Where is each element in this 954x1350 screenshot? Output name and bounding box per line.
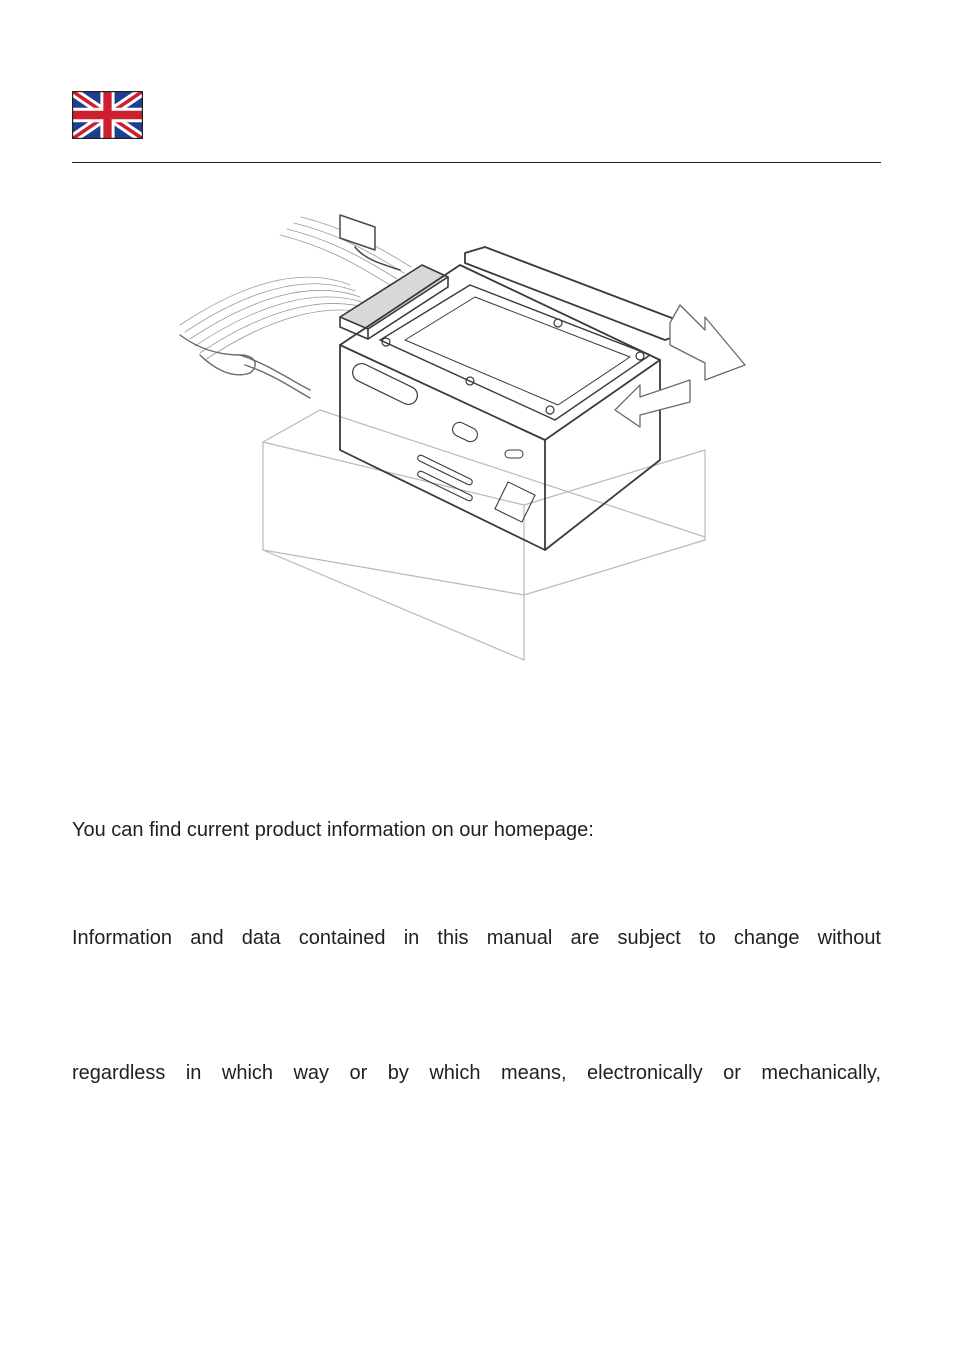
uk-flag-icon	[72, 91, 143, 139]
header-divider	[72, 162, 881, 163]
reproduction-notice-text: regardless in which way or by which means, electronically or mechanically,	[72, 1062, 881, 1084]
homepage-intro-text: You can find current product information on our homepage:	[72, 819, 594, 841]
change-notice-text: Information and data contained in this manual are subject to change without	[72, 927, 881, 949]
drive-installation-illustration	[160, 205, 760, 670]
